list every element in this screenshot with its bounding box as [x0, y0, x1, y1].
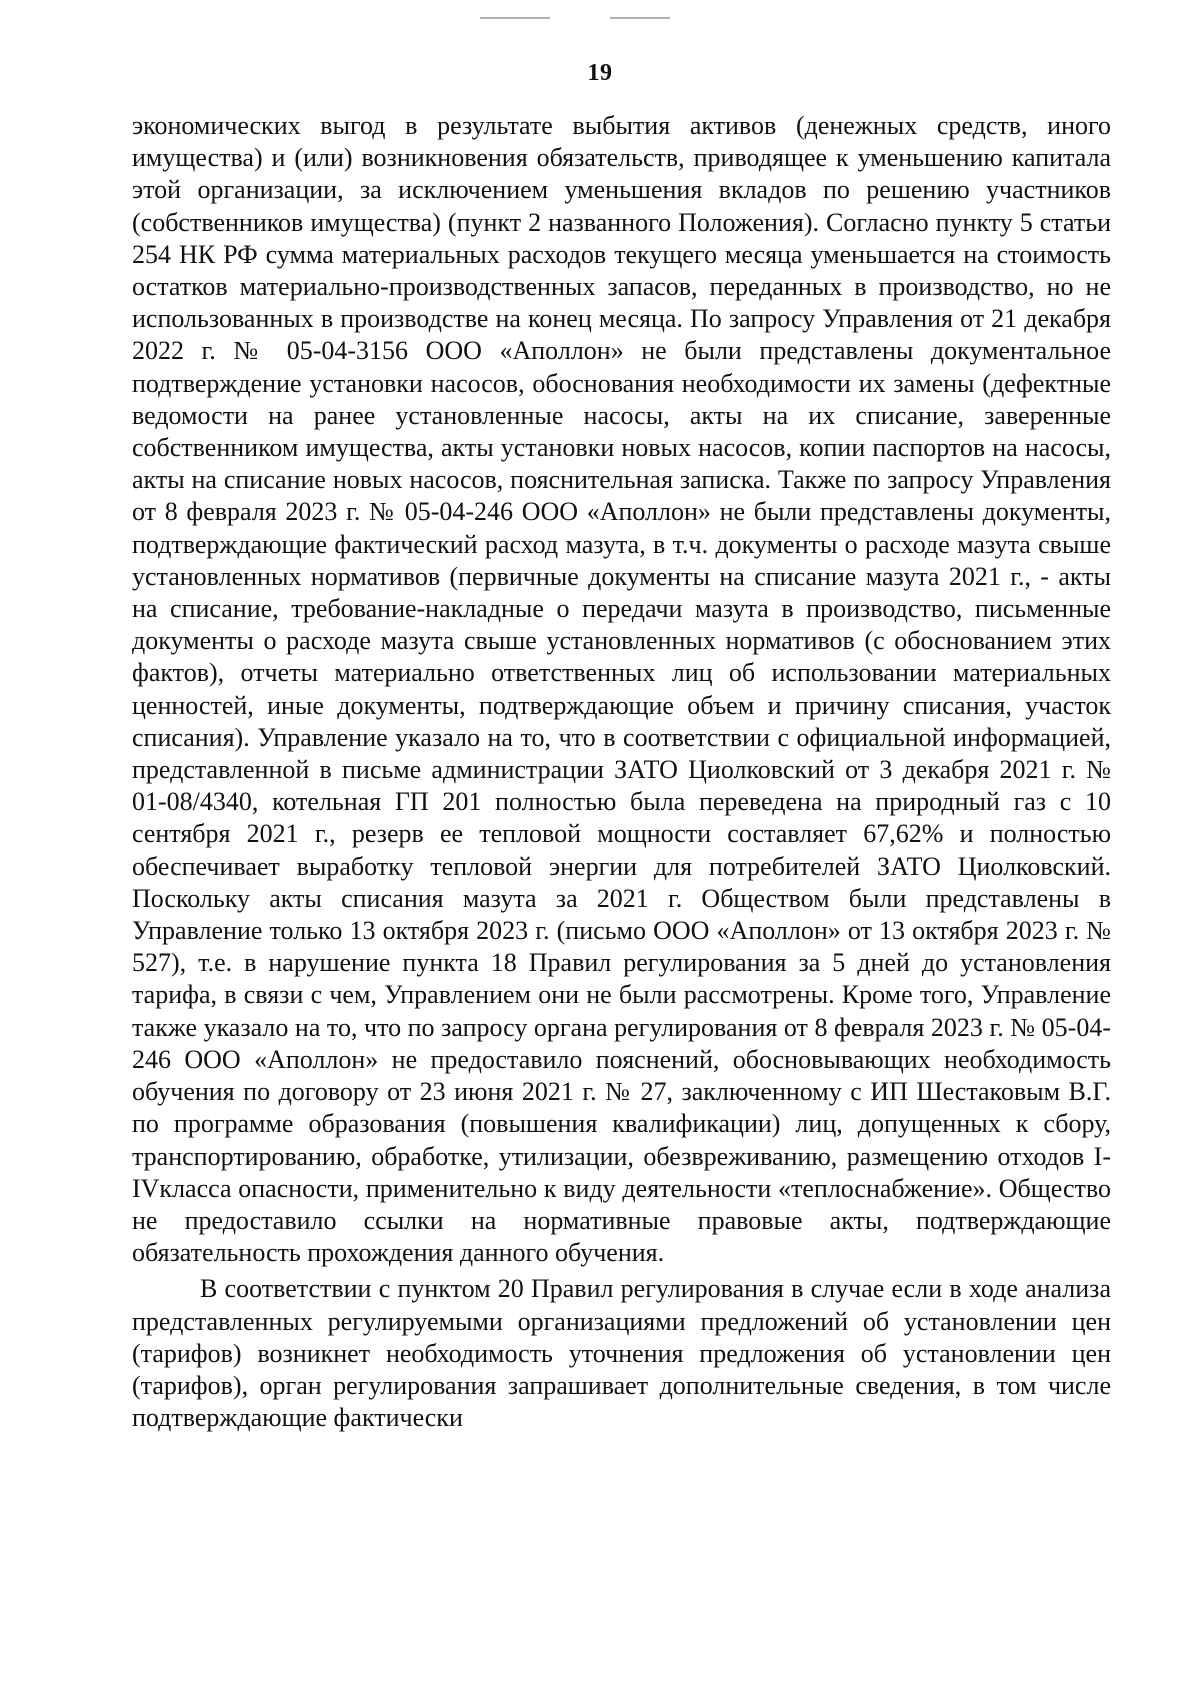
- paragraph-2: В соответствии с пунктом 20 Правил регулирования в случае если в ходе анализа представленных регулируемыми организациями предложений об установлении цен (тарифов) возникнет необходимость уточнения предложения об установлении цен (тарифов), орган регулирования запрашивает дополнительные сведения, в том числе подтверждающие фактически: [132, 1274, 1111, 1433]
- document-body: [132, 110, 1111, 1434]
- scan-artifact-marks: [480, 14, 710, 24]
- page-number: 19: [587, 60, 613, 86]
- paragraph-1: экономических выгод в результате выбытия активов (денежных средств, иного имущества) и (или) возникновения обязательств, приводящее к уменьшению капитала этой организации, за исключением уменьшения вкладов по решению участников (собственников имущества) (пункт 2 названного Положения). Согласно пункту 5 статьи 254 НК РФ сумма материальных расходов текущего месяца уменьшается на стоимость остатков материально-производственных запасов, переданных в производство, но не использованных в производстве на конец месяца. По запросу Управления от 21 декабря 2022 г. № 05-04-3156 ООО «Аполлон» не были представлены документальное подтверждение установки насосов, обоснования необходимости их замены (дефектные ведомости на ранее установленные насосы, акты на их списание, заверенные собственником имущества, акты установки новых насосов, копии паспортов на насосы, акты на списание новых насосов, пояснительная записка. Также по запросу Управления от 8 февраля 2023 г. № 05-04-246 ООО «Аполлон» не были представлены документы, подтверждающие фактический расход мазута, в т.ч. документы о расходе мазута свыше установленных нормативов (первичные документы на списание мазута 2021 г., - акты на списание, требование-накладные о передачи мазута в производство, письменные документы о расходе мазута свыше установленных нормативов (с обоснованием этих фактов), отчеты материально ответственных лиц об использовании материальных ценностей, иные документы, подтверждающие объем и причину списания, участок списания). Управление указало на то, что в соответствии с официальной информацией, представленной в письме администрации ЗАТО Циолковский от 3 декабря 2021 г. № 01-08/4340, котельная ГП 201 полностью была переведена на природный газ с 10 сентября 2021 г., резерв ее тепловой мощности составляет 67,62% и полностью обеспечивает выработку тепловой энергии для потребителей ЗАТО Циолковский. Поскольку акты списания мазута за 2021 г. Обществом были представлены в Управление только 13 октября 2023 г. (письмо ООО «Аполлон» от 13 октября 2023 г. № 527), т.е. в нарушение пункта 18 Правил регулирования за 5 дней до установления тарифа, в связи с чем, Управлением они не были рассмотрены. Кроме того, Управление также указало на то, что по запросу органа регулирования от 8 февраля 2023 г. № 05-04-246 ООО «Аполлон» не предоставило пояснений, обосновывающих необходимость обучения по договору от 23 июня 2021 г. № 27, заключенному с ИП Шестаковым В.Г. по программе образования (повышения квалификации) лиц, допущенных к сбору, транспортированию, обработке, утилизации, обезвреживанию, размещению отходов I-IVкласса опасности, применительно к виду деятельности «теплоснабжение». Общество не предоставило ссылки на нормативные правовые акты, подтверждающие обязательность прохождения данного обучения.: [132, 111, 1111, 1268]
